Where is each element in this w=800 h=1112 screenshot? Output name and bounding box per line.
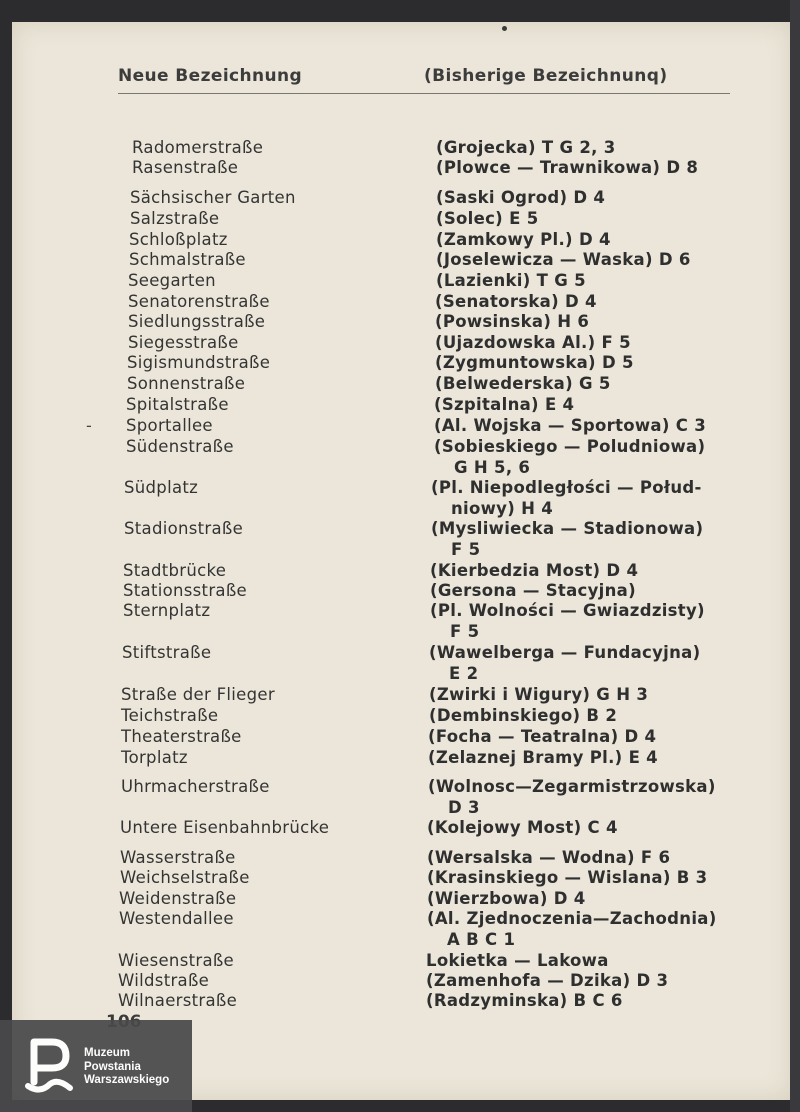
previous-street-name: (Radzyminska) B C 6 xyxy=(426,991,623,1010)
previous-street-name: (Solec) E 5 xyxy=(436,209,539,228)
column-header-new-name: Neue Bezeichnung xyxy=(118,66,303,86)
new-street-name: Spitalstraße xyxy=(126,395,229,414)
previous-street-name: (Zamenhofa — Dzika) D 3 xyxy=(426,971,669,990)
previous-street-name: (Krasinskiego — Wislana) B 3 xyxy=(427,868,708,887)
previous-street-name-continued: F 5 xyxy=(450,621,480,641)
new-street-name: Theaterstraße xyxy=(121,727,242,746)
previous-street-name-continued: niowy) H 4 xyxy=(451,498,554,518)
museum-logo-icon xyxy=(20,1034,78,1096)
new-street-name: Rasenstraße xyxy=(132,158,239,177)
logo-line-3: Warszawskiego xyxy=(84,1074,170,1086)
new-street-name: Siegesstraße xyxy=(128,333,239,352)
new-street-name: Radomerstraße xyxy=(132,138,264,157)
new-street-name: Schloßplatz xyxy=(129,230,228,249)
new-street-name: Stadionstraße xyxy=(124,519,244,538)
previous-street-name: (Zamkowy Pl.) D 4 xyxy=(436,230,611,249)
new-street-name: Wasserstraße xyxy=(120,848,236,867)
new-street-name: Weidenstraße xyxy=(119,889,237,908)
previous-street-name: (Kierbedzia Most) D 4 xyxy=(430,561,639,580)
new-street-name: Seegarten xyxy=(128,271,216,290)
previous-street-name: (Ujazdowska Al.) F 5 xyxy=(435,333,631,352)
new-street-name: Schmalstraße xyxy=(129,250,246,269)
new-street-name: Stationsstraße xyxy=(123,581,247,600)
previous-street-name: (Joselewicza — Waska) D 6 xyxy=(436,250,691,269)
previous-street-name: (Focha — Teatralna) D 4 xyxy=(428,727,657,746)
previous-street-name: (Powsinska) H 6 xyxy=(435,312,590,331)
previous-street-name: (Sobieskiego — Poludniowa) xyxy=(434,437,706,456)
previous-street-name: (Pl. Niepodległości — Połud- xyxy=(431,478,702,497)
previous-street-name: (Belwederska) G 5 xyxy=(435,374,611,393)
previous-street-name-continued: D 3 xyxy=(448,797,480,817)
previous-street-name-continued: G H 5, 6 xyxy=(454,457,531,477)
previous-street-name: (Wersalska — Wodna) F 6 xyxy=(427,848,671,867)
new-street-name: Salzstraße xyxy=(130,209,220,228)
previous-street-name: (Saski Ogrod) D 4 xyxy=(436,188,606,207)
logo-line-1: Muzeum xyxy=(84,1047,130,1059)
previous-street-name: (Lazienki) T G 5 xyxy=(436,271,586,290)
new-street-name: Sigismundstraße xyxy=(127,353,271,372)
previous-street-name: (Wawelberga — Fundacyjna) xyxy=(429,643,701,662)
page-dot xyxy=(502,26,507,31)
new-street-name: Wildstraße xyxy=(118,971,210,990)
new-street-name: Südenstraße xyxy=(126,437,234,456)
logo-line-2: Powstania xyxy=(84,1060,141,1073)
new-street-name: Westendallee xyxy=(119,909,234,928)
new-street-name: Siedlungsstraße xyxy=(128,312,266,331)
new-street-name: Sternplatz xyxy=(123,601,211,620)
museum-logo xyxy=(0,1020,192,1112)
previous-street-name: (Mysliwiecka — Stadionowa) xyxy=(431,519,704,538)
previous-street-name: (Grojecka) T G 2, 3 xyxy=(436,138,616,157)
previous-street-name: (Wierzbowa) D 4 xyxy=(427,889,586,908)
previous-street-name: Lokietka — Lakowa xyxy=(426,951,609,970)
new-street-name: Teichstraße xyxy=(121,706,219,725)
previous-street-name: (Zwirki i Wigury) G H 3 xyxy=(429,685,649,704)
new-street-name: Südplatz xyxy=(124,478,199,497)
new-street-name: Torplatz xyxy=(121,748,188,767)
new-street-name: Wiesenstraße xyxy=(118,951,234,970)
previous-street-name: (Zelaznej Bramy Pl.) E 4 xyxy=(428,748,658,767)
previous-street-name: (Senatorska) D 4 xyxy=(435,292,597,311)
new-street-name: Sportallee xyxy=(126,416,213,435)
previous-street-name: (Al. Wojska — Sportowa) C 3 xyxy=(434,416,706,435)
new-street-name: Stadtbrücke xyxy=(123,561,227,580)
book-spine xyxy=(790,0,800,1112)
column-header-previous-name: (Bisherige Bezeichnunq) xyxy=(424,66,668,86)
new-street-name: Uhrmacherstraße xyxy=(121,777,270,796)
new-street-name: Untere Eisenbahnbrücke xyxy=(120,818,330,837)
previous-street-name: (Wolnosc—Zegarmistrzowska) xyxy=(428,777,716,796)
new-street-name: Sächsischer Garten xyxy=(130,188,296,207)
previous-street-name: (Dembinskiego) B 2 xyxy=(429,706,618,725)
new-street-name: Straße der Flieger xyxy=(121,685,275,704)
previous-street-name: (Plowce — Trawnikowa) D 8 xyxy=(436,158,699,177)
previous-street-name-continued: E 2 xyxy=(449,663,479,683)
previous-street-name: (Pl. Wolności — Gwiazdzisty) xyxy=(430,601,705,620)
previous-street-name: (Al. Zjednoczenia—Zachodnia) xyxy=(427,909,717,928)
new-street-name: Sonnenstraße xyxy=(127,374,246,393)
previous-street-name-continued: F 5 xyxy=(451,539,481,559)
new-street-name: Wilnaerstraße xyxy=(118,991,238,1010)
margin-dash: - xyxy=(86,416,92,435)
new-street-name: Senatorenstraße xyxy=(128,292,270,311)
new-street-name: Stiftstraße xyxy=(122,643,212,662)
previous-street-name: (Gersona — Stacyjna) xyxy=(430,581,636,600)
previous-street-name: (Zygmuntowska) D 5 xyxy=(435,353,634,372)
previous-street-name-continued: A B C 1 xyxy=(447,929,516,949)
previous-street-name: (Szpitalna) E 4 xyxy=(434,395,575,414)
previous-street-name: (Kolejowy Most) C 4 xyxy=(427,818,618,837)
header-rule xyxy=(118,93,730,94)
new-street-name: Weichselstraße xyxy=(120,868,250,887)
